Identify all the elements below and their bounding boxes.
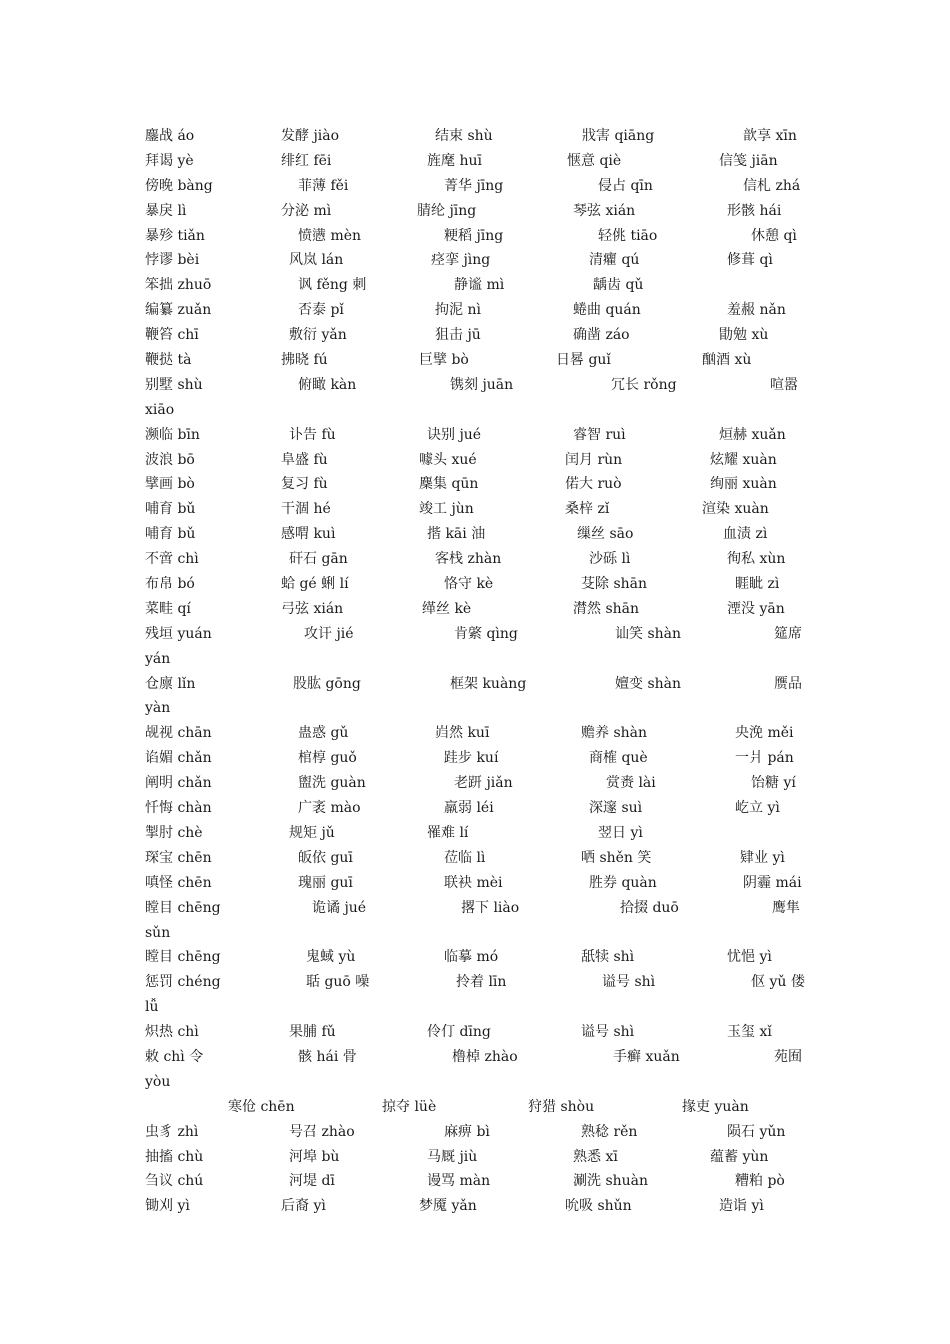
vocab-entry: 侵占 qīn	[598, 177, 653, 194]
vocab-entry: 干涸 hé	[281, 501, 331, 518]
vocab-entry: 菲薄 fěi	[298, 177, 349, 194]
vocab-line	[145, 1095, 810, 1120]
vocab-entry: 框架 kuàng	[450, 675, 527, 692]
vocab-entry: 痉挛 jìng	[431, 252, 491, 269]
vocab-line	[145, 124, 810, 149]
vocab-line	[145, 149, 810, 174]
vocab-entry: 皈依 guī	[298, 849, 353, 866]
vocab-entry: 梦魇 yǎn	[419, 1198, 477, 1215]
vocab-entry: 布帛 bó	[145, 576, 195, 593]
vocab-entry: 睿智 ruì	[573, 426, 626, 443]
vocab-entry: 鬼蜮 yù	[306, 949, 356, 966]
vocab-entry: 蛊惑 gǔ	[298, 725, 349, 742]
vocab-entry: 谥号 shì	[602, 974, 656, 991]
vocab-line	[145, 522, 810, 547]
vocab-line	[145, 597, 810, 622]
vocab-entry: 鞭笞 chī	[145, 327, 199, 344]
vocab-entry: 寒伧 chēn	[228, 1098, 295, 1115]
vocab-entry: 敷衍 yǎn	[289, 327, 347, 344]
vocab-entry: 河埠 bù	[289, 1148, 340, 1165]
vocab-entry: 央浼 měi	[735, 725, 794, 742]
vocab-entry: 罹难 lí	[427, 824, 469, 841]
vocab-entry: 桑梓 zǐ	[565, 501, 610, 518]
vocab-entry: 潸然 shān	[573, 600, 640, 617]
vocab-entry: 阜盛 fù	[281, 451, 328, 468]
vocab-entry: 信笺 jiān	[719, 152, 778, 169]
vocab-entry: 发酵 jiào	[281, 128, 340, 144]
vocab-entry: 涮洗 shuàn	[573, 1173, 649, 1190]
vocab-entry: 拾掇 duō	[620, 899, 679, 916]
vocab-entry: 嬗变 shàn	[615, 675, 682, 692]
vocab-entry: yán	[145, 650, 171, 667]
vocab-line	[145, 497, 810, 522]
vocab-entry: 琴弦 xián	[573, 202, 636, 219]
vocab-entry: 缫丝 sāo	[577, 526, 634, 543]
vocab-entry: 揩 kāi 油	[427, 526, 486, 543]
vocab-line	[145, 921, 810, 946]
vocab-line	[145, 945, 810, 970]
vocab-line	[145, 448, 810, 473]
vocab-entry: sǔn	[145, 924, 171, 941]
vocab-entry: lǚ	[145, 999, 159, 1016]
vocab-line	[145, 1020, 810, 1045]
vocab-entry: 造诣 yì	[719, 1198, 764, 1215]
vocab-entry: 赏赉 lài	[606, 775, 656, 792]
vocab-entry: 规矩 jǔ	[289, 824, 335, 841]
vocab-entry: 修葺 qì	[727, 252, 773, 269]
vocab-entry: 攻讦 jié	[304, 625, 354, 642]
vocab-entry: 炽热 chì	[145, 1024, 199, 1041]
vocab-entry: 骸 hái 骨	[298, 1048, 357, 1065]
vocab-entry: 谄媚 chǎn	[145, 750, 212, 767]
vocab-entry: 吮吸 shǔn	[565, 1198, 632, 1215]
vocab-entry: 沙砾 lì	[589, 551, 631, 568]
vocab-line	[145, 796, 810, 821]
vocab-entry: 诀别 jué	[427, 426, 482, 443]
vocab-entry: 聒 guō 噪	[306, 974, 370, 991]
vocab-entry: 狙击 jū	[435, 327, 481, 344]
vocab-entry: 笨拙 zhuō	[145, 277, 212, 294]
vocab-entry: xiāo	[145, 401, 175, 418]
vocab-entry: 暴殄 tiǎn	[145, 227, 205, 244]
vocab-line	[145, 298, 810, 323]
vocab-entry: 菁华 jīng	[444, 177, 504, 194]
vocab-entry: 虫豸 zhì	[145, 1123, 199, 1140]
vocab-entry: 湮没 yān	[727, 600, 785, 617]
vocab-entry: 掣肘 chè	[145, 824, 203, 841]
vocab-entry: 瞠目 chēng	[145, 949, 221, 966]
vocab-entry: 波浪 bō	[145, 451, 195, 468]
vocab-entry: 缂丝 kè	[422, 600, 472, 617]
vocab-entry: 清癯 qú	[589, 252, 640, 269]
vocab-entry: 广袤 mào	[298, 800, 361, 817]
vocab-entry: 鏖战 áo	[145, 128, 195, 144]
vocabulary-document	[145, 124, 810, 1219]
vocab-line	[145, 696, 810, 721]
vocab-entry: 诡谲 jué	[312, 899, 367, 916]
vocab-entry: 苑囿	[774, 1048, 802, 1065]
vocab-entry: 竣工 jùn	[419, 501, 474, 518]
vocab-entry: 偌大 ruò	[565, 476, 622, 493]
vocab-entry: 腈纶 jīng	[417, 202, 477, 219]
vocab-entry: 讪笑 shàn	[615, 625, 682, 642]
vocab-entry: 恪守 kè	[444, 576, 494, 593]
vocab-entry: yàn	[145, 700, 171, 717]
vocab-entry: 羸弱 léi	[444, 800, 494, 817]
vocab-line	[145, 398, 810, 423]
vocab-entry: 擘画 bò	[145, 476, 195, 493]
vocab-line	[145, 846, 810, 871]
vocab-entry: 商榷 què	[589, 750, 648, 767]
vocab-entry: 酗酒 xù	[702, 352, 752, 369]
vocab-entry: 哺育 bǔ	[145, 501, 196, 518]
vocab-entry: 睚眦 zì	[735, 576, 780, 593]
vocab-entry: 跬步 kuí	[444, 750, 499, 767]
vocab-entry: 惬意 qiè	[567, 152, 622, 169]
vocab-entry: 肯綮 qìng	[454, 625, 518, 642]
vocab-line	[145, 1070, 810, 1095]
vocab-entry: 弓弦 xián	[281, 600, 344, 617]
vocab-entry: 噱头 xué	[419, 451, 477, 468]
vocab-entry: 舐犊 shì	[581, 949, 635, 966]
vocab-entry: 马厩 jiù	[427, 1148, 478, 1165]
vocab-entry: 琛宝 chēn	[145, 849, 212, 866]
vocab-entry: 信札 zhá	[743, 177, 801, 194]
vocab-line	[145, 224, 810, 249]
vocab-line	[145, 1145, 810, 1170]
vocab-entry: 忏悔 chàn	[145, 800, 212, 817]
vocab-entry: 烜赫 xuǎn	[719, 426, 786, 443]
vocab-entry: 蛤 gé 蜊 lí	[281, 576, 349, 593]
vocab-line	[145, 970, 810, 995]
vocab-entry: 觇视 chān	[145, 725, 212, 742]
vocab-line	[145, 871, 810, 896]
vocab-entry: 狩猎 shòu	[528, 1098, 595, 1115]
vocab-entry: 讣告 fù	[289, 426, 336, 443]
vocab-line	[145, 174, 810, 199]
vocab-entry: 惩罚 chéng	[145, 974, 221, 991]
vocab-entry: 闰月 rùn	[565, 451, 623, 468]
vocab-entry: 陨石 yǔn	[727, 1123, 786, 1140]
vocab-line	[145, 1169, 810, 1194]
vocab-entry: 炫耀 xuàn	[710, 451, 777, 468]
vocab-entry: 瑰丽 guī	[298, 874, 353, 891]
vocab-entry: 俯瞰 kàn	[298, 376, 357, 393]
vocab-line	[145, 323, 810, 348]
vocab-line	[145, 995, 810, 1020]
vocab-entry: 客栈 zhàn	[435, 551, 502, 568]
vocab-entry: 编纂 zuǎn	[145, 302, 212, 319]
vocab-entry: 胜券 quàn	[589, 874, 657, 891]
vocab-entry: 熟悉 xī	[573, 1148, 618, 1165]
vocab-entry: 悖谬 bèi	[145, 252, 200, 269]
vocab-entry: 戕害 qiāng	[582, 128, 655, 144]
vocab-entry: 麇集 qūn	[419, 476, 479, 493]
vocab-line	[145, 622, 810, 647]
vocab-line	[145, 771, 810, 796]
vocab-line	[145, 248, 810, 273]
vocab-entry: 拜谒 yè	[145, 152, 194, 169]
vocab-line	[145, 273, 810, 298]
vocab-entry: 伛 yǔ 偻	[751, 974, 805, 991]
vocab-entry: 后裔 yì	[281, 1198, 326, 1215]
vocab-entry: 濒临 bīn	[145, 426, 200, 443]
vocab-entry: 日晷 guǐ	[556, 352, 611, 369]
vocab-entry: 勖勉 xù	[719, 327, 769, 344]
vocab-entry: 刍议 chú	[145, 1173, 204, 1190]
vocab-entry: 瞠目 chēng	[145, 899, 221, 916]
vocab-entry: 别墅 shù	[145, 376, 203, 393]
vocab-line	[145, 821, 810, 846]
vocab-entry: 伶仃 dīng	[427, 1024, 491, 1041]
vocab-entry: 愤懑 mèn	[298, 227, 362, 244]
vocab-entry: 感喟 kuì	[281, 526, 336, 543]
vocab-line	[145, 1194, 810, 1219]
vocab-entry: 掾吏 yuàn	[682, 1098, 749, 1115]
vocab-entry: 否泰 pǐ	[298, 302, 344, 319]
vocab-entry: 形骸 hái	[727, 202, 782, 219]
vocab-line	[145, 199, 810, 224]
vocab-entry: 嗔怪 chēn	[145, 874, 212, 891]
vocab-entry: 渲染 xuàn	[702, 501, 769, 518]
vocab-entry: 盥洗 guàn	[298, 775, 366, 792]
vocab-entry: 拂晓 fú	[281, 352, 328, 369]
vocab-line	[145, 348, 810, 373]
vocab-entry: 冗长 rǒng	[611, 376, 677, 393]
vocab-entry: 深邃 suì	[589, 800, 643, 817]
vocab-entry: 谩骂 màn	[427, 1173, 491, 1190]
vocab-entry: 谥号 shì	[581, 1024, 635, 1041]
vocab-entry: 矸石 gān	[289, 551, 348, 568]
vocab-entry: 旌麾 huī	[427, 152, 482, 169]
vocab-entry: 拘泥 nì	[435, 302, 481, 319]
vocab-entry: 临摹 mó	[444, 949, 499, 966]
vocab-entry: 饴糖 yí	[751, 775, 796, 792]
vocab-line	[145, 547, 810, 572]
vocab-line	[145, 896, 810, 921]
vocab-entry: 熟稔 rěn	[581, 1123, 638, 1140]
vocab-entry: 龋齿 qǔ	[593, 277, 644, 294]
vocab-line	[145, 1120, 810, 1145]
vocab-entry: 不啻 chì	[145, 551, 199, 568]
vocab-entry: 蜷曲 quán	[573, 302, 641, 319]
vocab-entry: 肄业 yì	[740, 849, 785, 866]
vocab-entry: 忧悒 yì	[727, 949, 772, 966]
vocab-entry: 岿然 kuī	[435, 725, 490, 742]
vocab-entry: 锄刈 yì	[145, 1198, 190, 1215]
vocab-entry: 轻佻 tiāo	[598, 227, 658, 244]
vocab-entry: 果脯 fǔ	[289, 1024, 336, 1041]
vocab-entry: 联袂 mèi	[444, 874, 503, 891]
vocab-line	[145, 423, 810, 448]
vocab-entry: 玉玺 xǐ	[727, 1024, 772, 1041]
vocab-entry: 号召 zhào	[289, 1123, 355, 1140]
vocab-entry: 糟粕 pò	[735, 1173, 785, 1190]
vocab-entry: 镌刻 juān	[450, 376, 514, 393]
vocab-entry: 傍晚 bàng	[145, 177, 213, 194]
vocab-entry: 棺椁 guǒ	[298, 750, 357, 767]
vocab-entry: 阐明 chǎn	[145, 775, 212, 792]
vocab-line	[145, 373, 810, 398]
vocab-entry: 羞赧 nǎn	[727, 302, 786, 319]
vocab-entry: 阴霾 mái	[743, 874, 802, 891]
vocab-entry: 哺育 bǔ	[145, 526, 196, 543]
vocab-entry: 麻痹 bì	[444, 1123, 490, 1140]
vocab-entry: 抽搐 chù	[145, 1148, 204, 1165]
vocab-entry: 复习 fù	[281, 476, 328, 493]
vocab-entry: 掠夺 lüè	[382, 1098, 437, 1115]
vocab-line	[145, 647, 810, 672]
vocab-line	[145, 746, 810, 771]
vocab-entry: yòu	[145, 1073, 171, 1090]
vocab-entry: 筵席	[774, 625, 802, 642]
vocab-line	[145, 572, 810, 597]
vocab-entry: 鞭挞 tà	[145, 352, 192, 369]
vocab-entry: 休憩 qì	[751, 227, 797, 244]
vocab-entry: 粳稻 jīng	[444, 227, 504, 244]
vocab-entry: 翌日 yì	[598, 824, 643, 841]
vocab-entry: 橹棹 zhào	[452, 1048, 518, 1065]
vocab-entry: 残垣 yuán	[145, 625, 212, 642]
vocab-entry: 莅临 lì	[444, 849, 486, 866]
vocab-line	[145, 472, 810, 497]
vocab-entry: 血渍 zì	[723, 526, 768, 543]
vocab-entry: 绯红 fēi	[281, 152, 332, 169]
vocab-entry: 敕 chì 令	[145, 1048, 204, 1065]
vocab-entry: 静谧 mì	[454, 277, 505, 294]
vocab-entry: 暴戾 lì	[145, 202, 187, 219]
vocab-entry: 分泌 mì	[281, 202, 332, 219]
vocab-entry: 仓廪 lǐn	[145, 675, 196, 692]
vocab-entry: 结束 shù	[435, 128, 493, 144]
vocab-entry: 鹰隼	[772, 899, 800, 916]
vocab-entry: 屹立 yì	[735, 800, 780, 817]
vocab-entry: 歆享 xīn	[743, 128, 797, 144]
vocab-entry: 手癣 xuǎn	[613, 1048, 680, 1065]
vocab-entry: 蕴蓄 yùn	[710, 1148, 769, 1165]
vocab-entry: 喧嚣	[770, 376, 798, 393]
vocab-entry: 老趼 jiǎn	[454, 775, 513, 792]
vocab-entry: 菜畦 qí	[145, 600, 191, 617]
vocab-line	[145, 1045, 810, 1070]
vocab-entry: 讽 fěng 刺	[298, 277, 367, 294]
vocab-entry: 风岚 lán	[289, 252, 344, 269]
vocab-entry: 绚丽 xuàn	[710, 476, 777, 493]
vocab-entry: 拎着 līn	[456, 974, 507, 991]
vocab-entry: 芟除 shān	[581, 576, 648, 593]
vocab-entry: 撂下 liào	[461, 899, 520, 916]
vocab-entry: 股肱 gōng	[293, 675, 361, 692]
vocab-entry: 河堤 dī	[289, 1173, 335, 1190]
vocab-line	[145, 672, 810, 697]
vocab-entry: 赡养 shàn	[581, 725, 648, 742]
vocab-entry: 一爿 pán	[735, 750, 794, 767]
vocab-line	[145, 721, 810, 746]
vocab-entry: 徇私 xùn	[727, 551, 786, 568]
vocab-entry: 赝品	[774, 675, 802, 692]
vocab-entry: 哂 shěn 笑	[581, 849, 652, 866]
vocab-entry: 巨擘 bò	[419, 352, 469, 369]
vocab-entry: 确凿 záo	[573, 327, 630, 344]
